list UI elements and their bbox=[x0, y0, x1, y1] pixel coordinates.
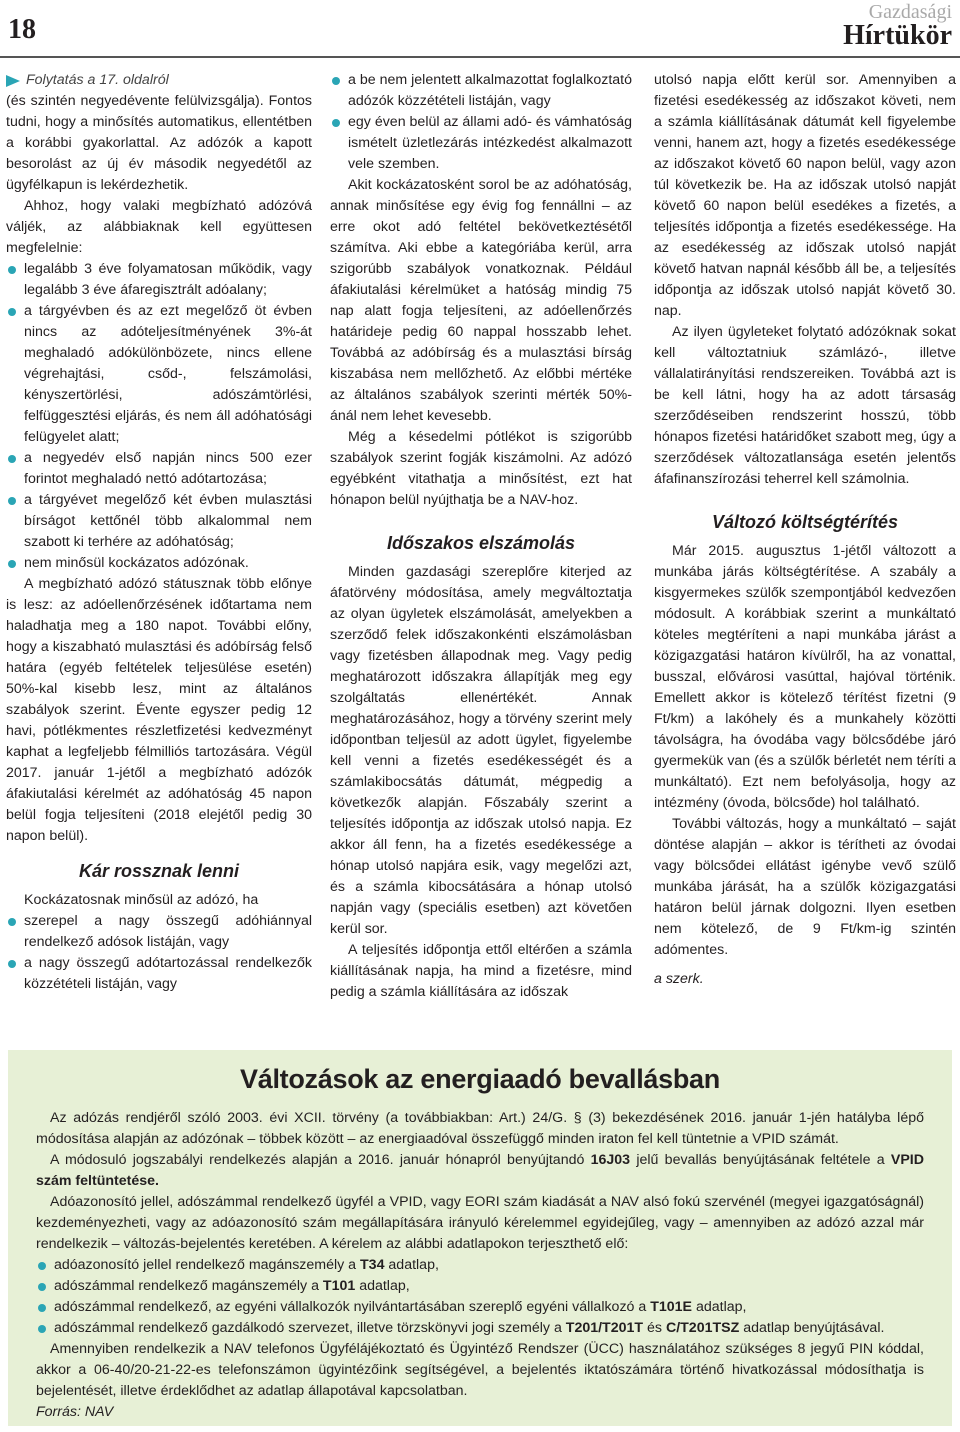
risk-list-continued bbox=[330, 70, 632, 175]
paragraph: Amennyiben rendelkezik a NAV telefonos Ügyfélájékoztató és Ügyintéző Rendszer (ÜCC) használatához szükséges 8 jegyű PIN kóddal, akkor a 06-40/20-21-22-es telefonszámon ügyintézőink segítségével, a bejelentés iktatószámára történő hivatkozással módosíthatja is bejelentését, illetve érdeklődhet az adatlap állapotával kapcsolatban. bbox=[36, 1341, 924, 1399]
list-item: a be nem jelentett alkalmazottat foglalkoztató adózók közzétételi listáján, vagy bbox=[330, 70, 632, 112]
paragraph: Az adózás rendjéről szóló 2003. évi XCII. törvény (a továbbiakban: Art.) 24/G. § (3) bekezdésének 2016. január 1-jén hatályba lépő módosítása alapján az adózónak – többek között – az energiaadóval összefüggő minden iraton fel kell tüntetnie a VPID számát. bbox=[36, 1110, 924, 1147]
list-item bbox=[36, 1318, 924, 1339]
info-box bbox=[8, 1050, 952, 1426]
list-item: a tárgyévben és az ezt megelőző öt évben nincs az adóteljesítményének 3%-át meghaladó adókülönbözete, nincs ellene végrehajtási, csőd-, felszámolási, kényszertörlési, adószámtörlési, felfüggesztési eljárás, és nem áll adóhatósági felügyelet alatt; bbox=[6, 301, 312, 448]
continued-note bbox=[6, 70, 312, 91]
continued-text: Folytatás a 17. oldalról bbox=[26, 72, 169, 88]
form-code: 16J03 bbox=[590, 1152, 631, 1168]
text-span: jelű bevallás benyújtásának feltétele a bbox=[630, 1152, 891, 1168]
paragraph: Kockázatosnak minősül az adózó, ha bbox=[24, 892, 259, 908]
brand-top: Gazdasági bbox=[868, 1, 952, 23]
risk-list bbox=[6, 911, 312, 995]
page-number: 18 bbox=[8, 14, 36, 45]
criteria-list bbox=[6, 259, 312, 574]
text-span: és bbox=[643, 1320, 666, 1336]
text-span: adóazonosító jellel rendelkező magánszemély a bbox=[54, 1257, 361, 1273]
bold-text: VPID szám feltüntetése. bbox=[36, 1152, 924, 1189]
form-code: T101 bbox=[322, 1278, 356, 1294]
paragraph: A megbízható adózó státusznak több előnye is lesz: az adóellenőrzésének időtartama nem haladhatja meg a 180 napot. További előny, hogy a kiszabható mulasztási és adóbírság felső határa (egyéb feltételek teljesülése esetén) 50%-kal kisebb lesz, mint az általános szabályok szerint. Évente egyszer pedig 12 havi, pótlékmentes részletfizetési kedvezményt kaphat a legfeljebb félmilliós tartozására. Végül 2017. január 1-jétől a megbízható adózók áfakiutalási kérelmét az adóhatóság 45 napon belül fogja teljesíteni (2018 elejétől pedig 30 napon belül). bbox=[6, 576, 312, 844]
list-item: egy éven belül az állami adó- és vámhatóság ismételt üzletlezárás intézkedést alkalmazott vele szemben. bbox=[330, 112, 632, 175]
list-item: szerepel a nagy összegű adóhiánnyal rendelkező adósok listáján, vagy bbox=[6, 911, 312, 953]
paragraph: Minden gazdasági szereplőre kiterjed az áfatörvény módosítása, amely megváltoztatja az olyan ügyletek elszámolását, amelyekben a szerződő felek időszakonkénti elszámolásban vagy fizetésben állapodnak meg. Vagy pedig meghatározott időszakra állapítják meg egy szolgáltatás ellenértékét. Annak meghatározásához, hogy a törvény szerint mely időpontban teljesül az adott ügylet, figyelembe kell venni a fizetés esedékességét és a számlakibocsátás dátumát, mégpedig a következők alapján. Főszabály szerint a teljesítés időpontja az időszak utolsó napja. Ez akkor áll fenn, ha a fizetés esedékessége a hónap utolsó napjára esik, vagy megelőzi azt, és a számla kibocsátására a hónap utolsó napján vagy (speciális esetben) azt követően kerül sor. bbox=[330, 564, 632, 937]
section-heading: Kár rossznak lenni bbox=[78, 861, 240, 881]
section-heading: Változó költségtérítés bbox=[711, 512, 899, 532]
box-title: Változások az energiaadó bevallásban bbox=[240, 1064, 720, 1094]
paragraph: Az ilyen ügyleteket folytató adózóknak sokat kell változtatniuk számlázó-, illetve vállalatirányítási rendszereiken. Továbbá azt is be kell látni, hogy ha az adott társaság szerződéseiben rendszerint hosszú, több hónapos fizetési határidőket szabott meg, úgy a szerződések változatlansága esetén jelentős áfafinanszírozási teherrel kell számolnia. bbox=[654, 324, 956, 487]
list-item: a negyedév első napján nincs 500 ezer forintot meghaladó nettó adótartozása; bbox=[6, 448, 312, 490]
page-header bbox=[0, 0, 960, 60]
form-code: C/T201TSZ bbox=[665, 1320, 740, 1336]
list-item: legalább 3 éve folyamatosan működik, vagy legalább 3 éve áfaregisztrált adóalany; bbox=[6, 259, 312, 301]
list-item: nem minősül kockázatos adózónak. bbox=[6, 553, 312, 574]
column-3 bbox=[654, 70, 956, 990]
paragraph: A teljesítés időpontja ettől eltérően a számla kiállításának napja, ha mind a fizetésre, mind pedig a számla kiállítására az időszak bbox=[330, 942, 632, 1000]
publication-logo bbox=[843, 2, 952, 50]
paragraph: Akit kockázatosként sorol be az adóhatóság, annak minősítése egy évig fog fennállni – az erre okot adó feltétel bekövetkeztésétől számítva. Aki ebbe a kategóriába kerül, arra szigorúbb szabályok vonatkoznak. Például áfakiutalási kérelmüket a hatóság mindig 75 nap alatt fogja teljesíteni, az adóellenőrzés határideje pedig 60 nappal hosszabb lehet. Továbbá az adóbírság és a mulasztási bírság kiszabása nem mellőzhető. Az előbbi mértéke az általános szabályok szerinti mérték 50%-ánál nem lehet kevesebb. bbox=[330, 177, 632, 424]
section-heading: Időszakos elszámolás bbox=[386, 533, 576, 553]
list-item: a nagy összegű adótartozással rendelkezők közzétételi listáján, vagy bbox=[6, 953, 312, 995]
paragraph: Adóazonosító jellel, adószámmal rendelkező ügyfél a VPID, vagy EORI szám kiadását a NAV alsó fokú szervénél (megyei igazgatóságnál) kezdeményezheti, vagy az adóazonosító szám megállapítására irányuló kérelemmel egyidejűleg, vagy – amennyiben az adózó azzal már rendelkezik – változás-bejelentés keretében. A kérelem az alábbi adatlapokon terjeszthető elő: bbox=[36, 1194, 924, 1252]
text-span: adószámmal rendelkező gazdálkodó szervezet, illetve törzskönyvi jogi személy a bbox=[54, 1320, 566, 1336]
source-credit: Forrás: NAV bbox=[36, 1404, 114, 1420]
text-span: adószámmal rendelkező magánszemély a bbox=[54, 1278, 323, 1294]
column-1 bbox=[6, 70, 312, 995]
paragraph bbox=[36, 1150, 924, 1192]
paragraph: Már 2015. augusztus 1-jétől változott a munkába járás költségtérítése. A szabály a kisgyermekes szülők szempontjából kedvezően módosult. A korábbiak szerint a munkáltató köteles megtéríteni a napi munkába járást a közigazgatási határon kívülről, ha az vonattal, busszal, elővárosi vasúttal, hajóval történik. Emellett akkor is kötelező térítést fizetni (9 Ft/km) a lakóhely és a munkahely közötti távolságra, ha óvodába vagy bölcsődébe járó gyermekük van (és a szülők bérletét nem téríti a munkáltató). Ezt nem befolyásolja, hogy az intézmény (óvoda, bölcsőde) hol található. bbox=[654, 543, 957, 811]
paragraph: Ahhoz, hogy valaki megbízható adózóvá váljék, az alábbiaknak kell együttesen megfelelnie: bbox=[6, 198, 312, 256]
text-span: adószámmal rendelkező, az egyéni vállalkozók nyilvántartásában szereplő egyéni vállalkozó a bbox=[54, 1299, 651, 1315]
form-code: T34 bbox=[360, 1257, 385, 1273]
list-item: a tárgyévet megelőző két évben mulasztási bírságot kettőnél több alkalommal nem szabott ki terhére az adóhatóság; bbox=[6, 490, 312, 553]
list-item bbox=[36, 1276, 924, 1297]
author-signature: a szerk. bbox=[654, 971, 704, 987]
text-span: adatlap, bbox=[355, 1278, 410, 1294]
form-code: T101E bbox=[650, 1299, 693, 1315]
paragraph: utolsó napja előtt kerül sor. Amennyiben a fizetési esedékesség az időszakot követi, nem a számla kiállításának dátumát kell figyelembe venni, hanem azt, hogy a fizetés esedékessége az időszakot követő 60 napon belül, vagy azon túl következik be. Ha az időszak utolsó napját követő 60 napon belül esedékes a fizetés, a teljesítés időpontja a fizetés esedékessége. Ha az esedékesség az időszak utolsó napját követő hatvan napnál később áll be, a teljesítés időpontja az időszak utolsó napját követő 30. nap. bbox=[654, 72, 956, 319]
arrow-right-icon bbox=[6, 75, 20, 87]
column-2 bbox=[330, 70, 632, 1003]
paragraph: További változás, hogy a munkáltató – saját döntése alapján – akkor is térítheti az óvodai vagy bölcsődei ellátást igénybe vevő szülő munkába járását, ha a szülők közigazgatási határon belül járnak dolgozni. Ilyen esetben nem kötelező, de 9 Ft/km-ig szintén adómentes. bbox=[654, 816, 956, 958]
form-list bbox=[36, 1255, 924, 1339]
header-divider bbox=[0, 56, 960, 58]
text-span: adatlap, bbox=[384, 1257, 439, 1273]
text-span: adatlap, bbox=[692, 1299, 747, 1315]
list-item bbox=[36, 1297, 924, 1318]
paragraph: Még a késedelmi pótlékot is szigorúbb szabályok szerint fogják kiszámolni. Az adózó egyébként vitathatja a minősítést, ezt hat hónapon belül nyújthatja be a NAV-hoz. bbox=[330, 429, 632, 508]
list-item bbox=[36, 1255, 924, 1276]
text-span: adatlap benyújtásával. bbox=[739, 1320, 885, 1336]
form-code: T201/T201T bbox=[565, 1320, 644, 1336]
brand-bottom: Hírtükör bbox=[843, 20, 952, 51]
text-span: A módosuló jogszabályi rendelkezés alapján a 2016. január hónapról benyújtandó bbox=[50, 1152, 591, 1168]
paragraph: (és szintén negyedévente felülvizsgálja). Fontos tudni, hogy a minősítés automatikus, ellentétben a korábbi gyakorlattal. Az adózók a kapott besorolást az új év második negyedétől az ügyfélkapun is lekérdezhetik. bbox=[6, 93, 312, 193]
